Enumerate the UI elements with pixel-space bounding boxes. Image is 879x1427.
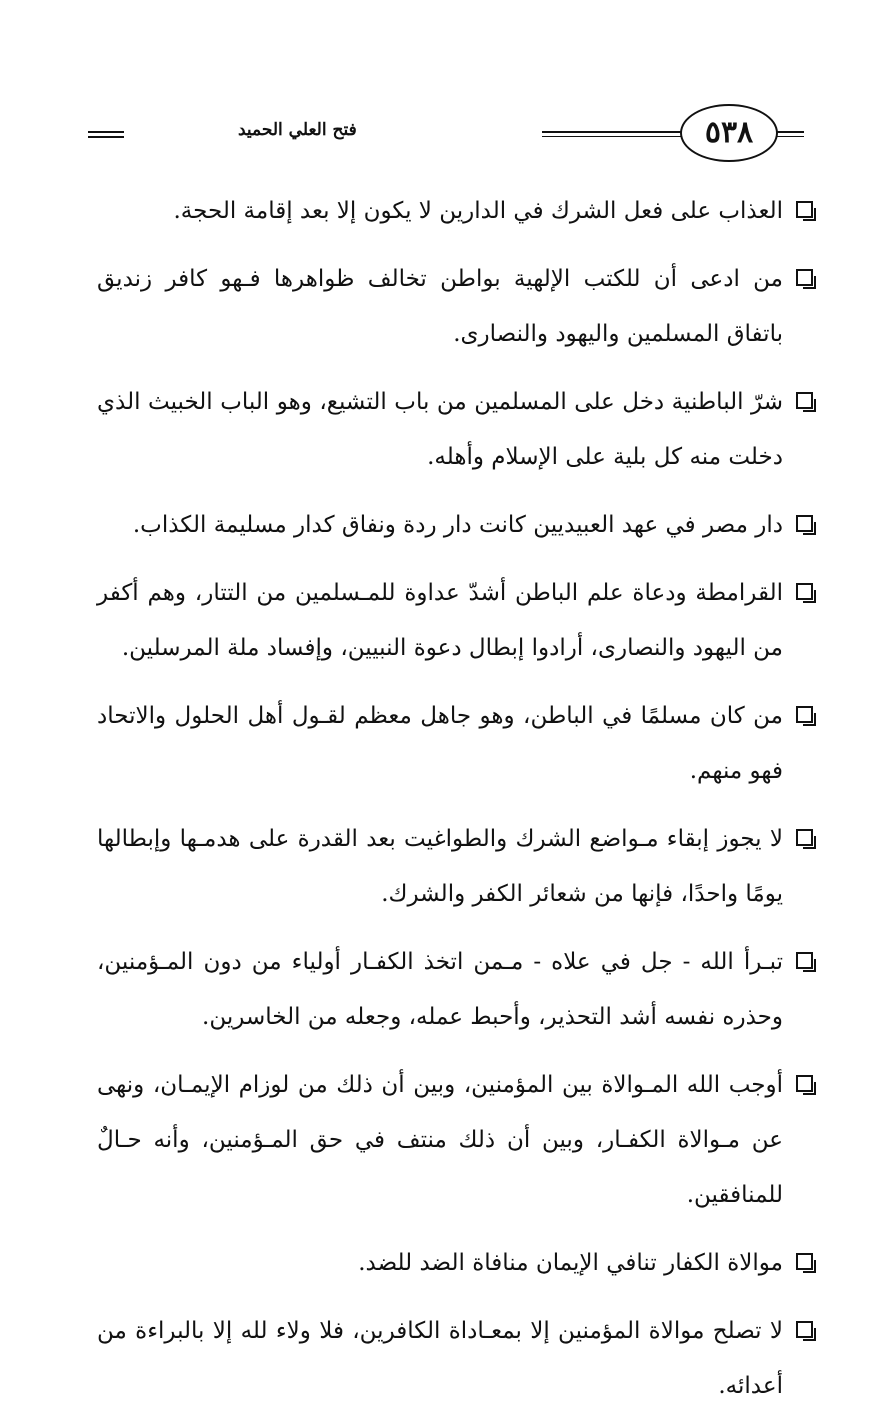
- running-title: فتح العلي الحميد: [238, 120, 357, 140]
- square-bullet-icon: [796, 269, 813, 286]
- list-item: [97, 1304, 813, 1414]
- square-bullet-icon: [796, 706, 813, 723]
- square-bullet-icon: [796, 829, 813, 846]
- list-item-text: أوجب الله المـوالاة بين المؤمنين، وبين أن ذلك من لوزام الإيمـان، ونهى عن مـوالاة الكفـار، وبين أن ذلك منتف في حق المـؤمنين، وأنه حـالٌ للمنافقين.: [97, 1072, 783, 1208]
- square-bullet-icon: [796, 515, 813, 532]
- square-bullet-icon: [796, 201, 813, 218]
- square-bullet-icon: [796, 952, 813, 969]
- list-item-text: من ادعى أن للكتب الإلهية بواطن تخالف ظواهرها فـهو كافر زنديق باتفاق المسلمين واليهود والنصارى.: [97, 266, 783, 347]
- list-item: [97, 252, 813, 362]
- list-item: [97, 184, 813, 239]
- list-item-text: دار مصر في عهد العبيديين كانت دار ردة ونفاق كدار مسليمة الكذاب.: [132, 512, 783, 538]
- list-item: [97, 689, 813, 799]
- square-bullet-icon: [796, 583, 813, 600]
- list-item: [97, 812, 813, 922]
- square-bullet-icon: [796, 392, 813, 409]
- list-item-text: شرّ الباطنية دخل على المسلمين من باب التشيع، وهو الباب الخبيث الذي دخلت منه كل بلية على الإسلام وأهله.: [97, 389, 783, 470]
- list-item-text: القرامطة ودعاة علم الباطن أشدّ عداوة للمـسلمين من التتار، وهم أكفر من اليهود والنصارى، أرادوا إبطال دعوة النبيين، وإفساد ملة المرسلين.: [97, 580, 783, 661]
- list-item: [97, 1058, 813, 1223]
- list-item: [97, 566, 813, 676]
- list-item-text: موالاة الكفار تنافي الإيمان منافاة الضد للضد.: [358, 1250, 783, 1276]
- page-header: [88, 98, 808, 168]
- list-item: [97, 1236, 813, 1291]
- page-body: [97, 184, 813, 1427]
- list-item: [97, 375, 813, 485]
- page-number: ٥٣٨: [680, 104, 778, 162]
- square-bullet-icon: [796, 1321, 813, 1338]
- square-bullet-icon: [796, 1253, 813, 1270]
- list-item: [97, 498, 813, 553]
- square-bullet-icon: [796, 1075, 813, 1092]
- list-item-text: العذاب على فعل الشرك في الدارين لا يكون إلا بعد إقامة الحجة.: [173, 198, 783, 224]
- list-item-text: من كان مسلمًا في الباطن، وهو جاهل معظم لقـول أهل الحلول والاتحاد فهو منهم.: [97, 703, 783, 784]
- title-ornament-rule: [88, 131, 124, 133]
- list-item: [97, 935, 813, 1045]
- list-item-text: لا يجوز إبقاء مـواضع الشرك والطواغيت بعد القدرة على هدمـها وإبطالها يومًا واحدًا، فإنها من شعائر الكفر والشرك.: [97, 826, 783, 907]
- list-item-text: تبـرأ الله - جل في علاه - مـمن اتخذ الكفـار أولياء من دون المـؤمنين، وحذره نفسه أشد التحذير، وأحبط عمله، وجعله من الخاسرين.: [97, 949, 783, 1030]
- list-item-text: لا تصلح موالاة المؤمنين إلا بمعـاداة الكافرين، فلا ولاء لله إلا بالبراءة من أعدائه.: [97, 1318, 783, 1399]
